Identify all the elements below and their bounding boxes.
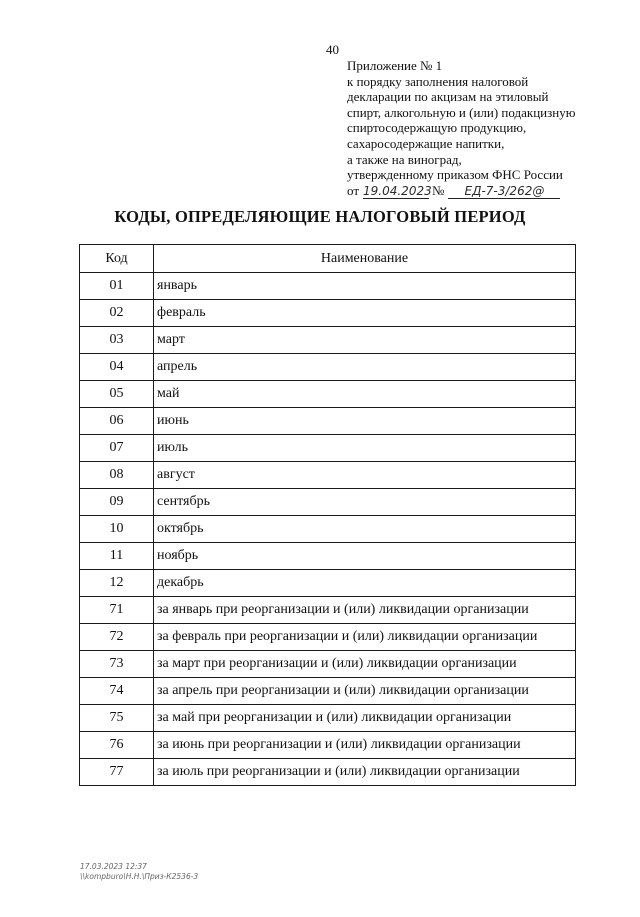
name-cell: за январь при реорганизации и (или) ликвидации организации: [154, 597, 576, 624]
table-row: [80, 624, 576, 651]
table-row: [80, 381, 576, 408]
name-cell: за май при реорганизации и (или) ликвидации организации: [154, 705, 576, 732]
name-cell: за июнь при реорганизации и (или) ликвидации организации: [154, 732, 576, 759]
name-cell: ноябрь: [154, 543, 576, 570]
code-cell: 10: [80, 516, 154, 543]
name-cell: март: [154, 327, 576, 354]
name-cell: август: [154, 462, 576, 489]
page-number: 40: [326, 42, 339, 57]
table-row: [80, 759, 576, 786]
name-cell: за апрель при реорганизации и (или) ликвидации организации: [154, 678, 576, 705]
code-cell: 02: [80, 300, 154, 327]
code-cell: 04: [80, 354, 154, 381]
table-row: [80, 597, 576, 624]
code-cell: 71: [80, 597, 154, 624]
name-cell: декабрь: [154, 570, 576, 597]
appendix-line: сахаросодержащие напитки,: [347, 135, 505, 151]
table-row: [80, 516, 576, 543]
code-cell: 11: [80, 543, 154, 570]
name-cell: за март при реорганизации и (или) ликвидации организации: [154, 651, 576, 678]
table-row: [80, 732, 576, 759]
number-label: №: [432, 182, 445, 198]
appendix-line: спирт, алкогольную и (или) подакцизную: [347, 104, 576, 120]
name-cell: за февраль при реорганизации и (или) ликвидации организации: [154, 624, 576, 651]
code-cell: 77: [80, 759, 154, 786]
name-cell: октябрь: [154, 516, 576, 543]
code-cell: 72: [80, 624, 154, 651]
code-cell: 73: [80, 651, 154, 678]
name-cell: февраль: [154, 300, 576, 327]
code-cell: 76: [80, 732, 154, 759]
code-cell: 07: [80, 435, 154, 462]
name-cell: январь: [154, 273, 576, 300]
table-body: [80, 273, 576, 786]
table-row: [80, 705, 576, 732]
appendix-line: спиртосодержащую продукцию,: [347, 120, 527, 136]
name-cell: сентябрь: [154, 489, 576, 516]
appendix-line: а также на виноград,: [347, 151, 462, 167]
table-row: [80, 678, 576, 705]
code-cell: 12: [80, 570, 154, 597]
table-row: [80, 435, 576, 462]
table-row: [80, 489, 576, 516]
appendix-line: утвержденному приказом ФНС России: [347, 167, 563, 183]
handwritten-date: 19.04.2023: [363, 183, 432, 198]
from-label: от: [347, 182, 360, 198]
table-row: [80, 570, 576, 597]
table-row: [80, 651, 576, 678]
name-cell: май: [154, 381, 576, 408]
appendix-line: к порядку заполнения налоговой: [347, 73, 529, 89]
code-cell: 06: [80, 408, 154, 435]
name-cell: июнь: [154, 408, 576, 435]
appendix-block: [347, 58, 587, 199]
code-cell: 05: [80, 381, 154, 408]
header-name: Наименование: [154, 245, 576, 273]
handwritten-order-number: ЕД-7-3/262@: [448, 185, 560, 199]
code-cell: 01: [80, 273, 154, 300]
footer-timestamp: 17.03.2023 12:37: [80, 862, 147, 871]
footer-file-path: \\kompburo\Н.Н.\Приз-К2536-3: [80, 872, 199, 881]
appendix-line: декларации по акцизам на этиловый: [347, 89, 549, 105]
order-date-number-line: [347, 183, 587, 199]
table-row: [80, 462, 576, 489]
code-cell: 09: [80, 489, 154, 516]
name-cell: апрель: [154, 354, 576, 381]
code-cell: 08: [80, 462, 154, 489]
print-footer: [80, 862, 198, 882]
table-row: [80, 543, 576, 570]
period-codes-table: [79, 244, 576, 786]
table-row: [80, 408, 576, 435]
name-cell: за июль при реорганизации и (или) ликвидации организации: [154, 759, 576, 786]
table-row: [80, 273, 576, 300]
code-cell: 75: [80, 705, 154, 732]
header-code: Код: [80, 245, 154, 273]
appendix-line: Приложение № 1: [347, 58, 443, 73]
code-cell: 03: [80, 327, 154, 354]
table-row: [80, 354, 576, 381]
page-title: КОДЫ, ОПРЕДЕЛЯЮЩИЕ НАЛОГОВЫЙ ПЕРИОД: [114, 207, 526, 226]
table-row: [80, 327, 576, 354]
table-row: [80, 300, 576, 327]
table-header-row: [80, 245, 576, 273]
code-cell: 74: [80, 678, 154, 705]
name-cell: июль: [154, 435, 576, 462]
